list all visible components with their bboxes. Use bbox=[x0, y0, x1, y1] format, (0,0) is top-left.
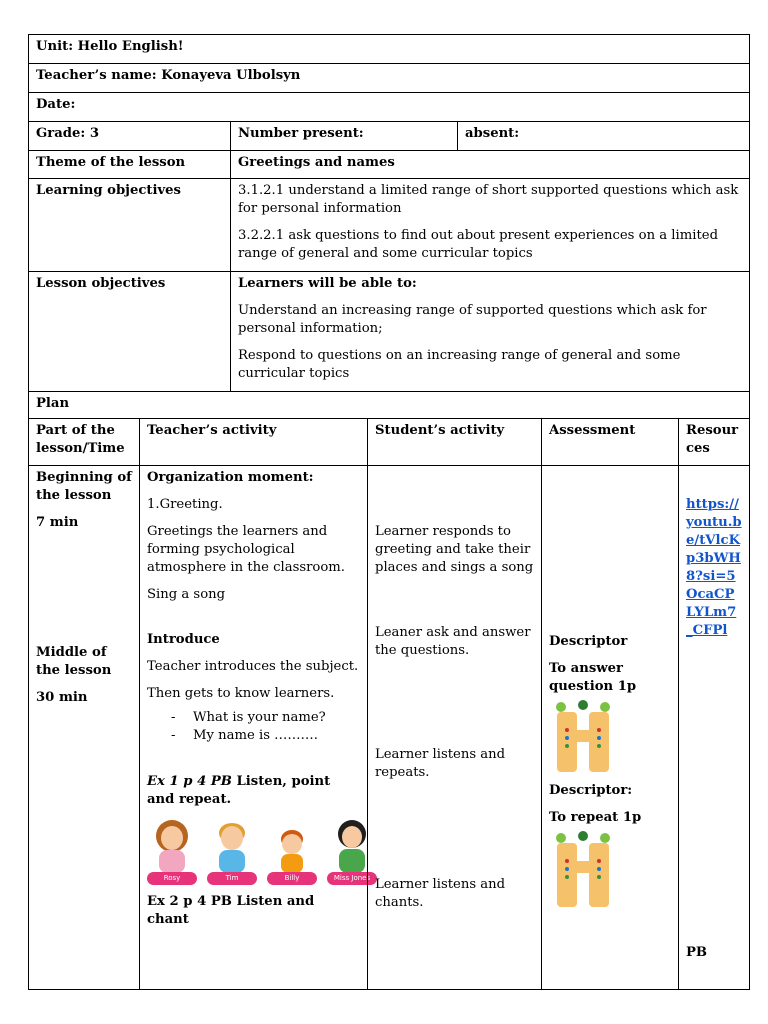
question-item: - What is your name? bbox=[171, 709, 360, 727]
ladder-icon bbox=[549, 700, 619, 772]
lesson-objective-1: Understand an increasing range of supported questions which ask for personal information; bbox=[238, 303, 707, 336]
lesson-objectives-label: Lesson objectives bbox=[36, 276, 166, 291]
theme-value: Greetings and names bbox=[230, 151, 749, 178]
ex2-instruction: Ex 2 p 4 PB Listen and chant bbox=[147, 894, 315, 927]
grade-label: Grade: 3 bbox=[36, 126, 100, 141]
ex1-ref: Ex 1 p 4 PB bbox=[147, 774, 232, 789]
plan-body-row bbox=[28, 465, 750, 990]
question-list bbox=[147, 709, 360, 745]
plan-row bbox=[28, 391, 750, 418]
student-activity-3: Learner listens and repeats. bbox=[375, 747, 506, 780]
teacher-name: Teacher’s name: Konayeva Ulbolsyn bbox=[36, 68, 301, 83]
question-item: - My name is ………. bbox=[171, 727, 360, 745]
youtube-link[interactable]: https://youtu.be/tVlcKp3bWH8?si=5OcaCPLYLm7_CFPl bbox=[686, 497, 742, 638]
plan-title: Plan bbox=[36, 396, 70, 411]
assessment-cell bbox=[541, 466, 678, 989]
middle-part: Middle of the lesson bbox=[36, 645, 112, 678]
descriptor-2-label: Descriptor: bbox=[549, 783, 633, 798]
unit-row bbox=[28, 34, 750, 63]
theme-label: Theme of the lesson bbox=[36, 155, 186, 170]
learning-objective-1: 3.1.2.1 understand a limited range of short supported questions which ask for personal information bbox=[238, 183, 739, 216]
boy-icon bbox=[207, 819, 257, 873]
col-resources: Resources bbox=[678, 419, 749, 465]
date-label: Date: bbox=[36, 97, 76, 112]
character-tim bbox=[207, 819, 257, 885]
number-present-label: Number present: bbox=[230, 122, 457, 150]
descriptor-1-label: Descriptor bbox=[549, 634, 628, 649]
unit-title: Unit: Hello English! bbox=[36, 39, 184, 54]
absent-label: absent: bbox=[457, 122, 749, 150]
student-activity-cell bbox=[367, 466, 541, 989]
ex1-instruction bbox=[147, 773, 360, 809]
theme-row bbox=[28, 150, 750, 178]
character-billy bbox=[267, 819, 317, 885]
resource-pb: PB bbox=[686, 945, 708, 960]
beginning-time: 7 min bbox=[36, 515, 79, 530]
student-activity-1: Learner responds to greeting and take their places and sings a song bbox=[375, 524, 534, 575]
learning-objectives-label: Learning objectives bbox=[36, 183, 181, 198]
character-rosy bbox=[147, 819, 197, 885]
lesson-objectives-heading: Learners will be able to: bbox=[238, 276, 417, 291]
org-heading: Organization moment: bbox=[147, 470, 314, 485]
col-student-activity: Student’s activity bbox=[367, 419, 541, 465]
resources-cell bbox=[678, 466, 749, 989]
ladder-icon bbox=[549, 831, 619, 907]
ex1-text: Listen, point and repeat. bbox=[147, 774, 331, 807]
girl-icon bbox=[147, 819, 197, 873]
col-assessment: Assessment bbox=[541, 419, 678, 465]
greeting-step: 1.Greeting. bbox=[147, 497, 223, 512]
introduce-desc: Teacher introduces the subject. bbox=[147, 659, 359, 674]
character-name: Billy bbox=[267, 872, 317, 885]
boy-icon bbox=[267, 819, 317, 873]
teacher-activity-cell bbox=[139, 466, 371, 989]
character-name: Rosy bbox=[147, 872, 197, 885]
learning-objectives-content bbox=[230, 179, 749, 271]
gets-to-know: Then gets to know learners. bbox=[147, 686, 335, 701]
middle-time: 30 min bbox=[36, 690, 88, 705]
learning-objectives-row bbox=[28, 178, 750, 271]
lesson-objective-2: Respond to questions on an increasing range of general and some curricular topics bbox=[238, 348, 681, 381]
introduce-heading: Introduce bbox=[147, 632, 220, 647]
student-activity-2: Leaner ask and answer the questions. bbox=[375, 625, 531, 658]
descriptor-1-text: To answer question 1p bbox=[549, 661, 637, 694]
teacher-row bbox=[28, 63, 750, 92]
plan-header-row bbox=[28, 418, 750, 465]
character-name: Tim bbox=[207, 872, 257, 885]
date-row bbox=[28, 92, 750, 121]
learning-objective-2: 3.2.2.1 ask questions to find out about present experiences on a limited range of general and some curricular topics bbox=[238, 228, 719, 261]
descriptor-2-text: To repeat 1p bbox=[549, 810, 642, 825]
lesson-objectives-row bbox=[28, 271, 750, 391]
character-name: Miss Jones bbox=[327, 872, 377, 885]
greeting-desc: Greetings the learners and forming psychological atmosphere in the classroom. bbox=[147, 524, 345, 575]
part-time-cell bbox=[29, 466, 139, 989]
sing-song: Sing a song bbox=[147, 587, 226, 602]
col-part-time: Part of the lesson/Time bbox=[36, 423, 125, 456]
col-teacher-activity: Teacher’s activity bbox=[139, 419, 367, 465]
student-activity-4: Learner listens and chants. bbox=[375, 877, 506, 910]
grade-row bbox=[28, 121, 750, 150]
beginning-part: Beginning of the lesson bbox=[36, 470, 132, 503]
characters-image bbox=[147, 819, 371, 885]
lesson-objectives-content bbox=[230, 272, 749, 391]
